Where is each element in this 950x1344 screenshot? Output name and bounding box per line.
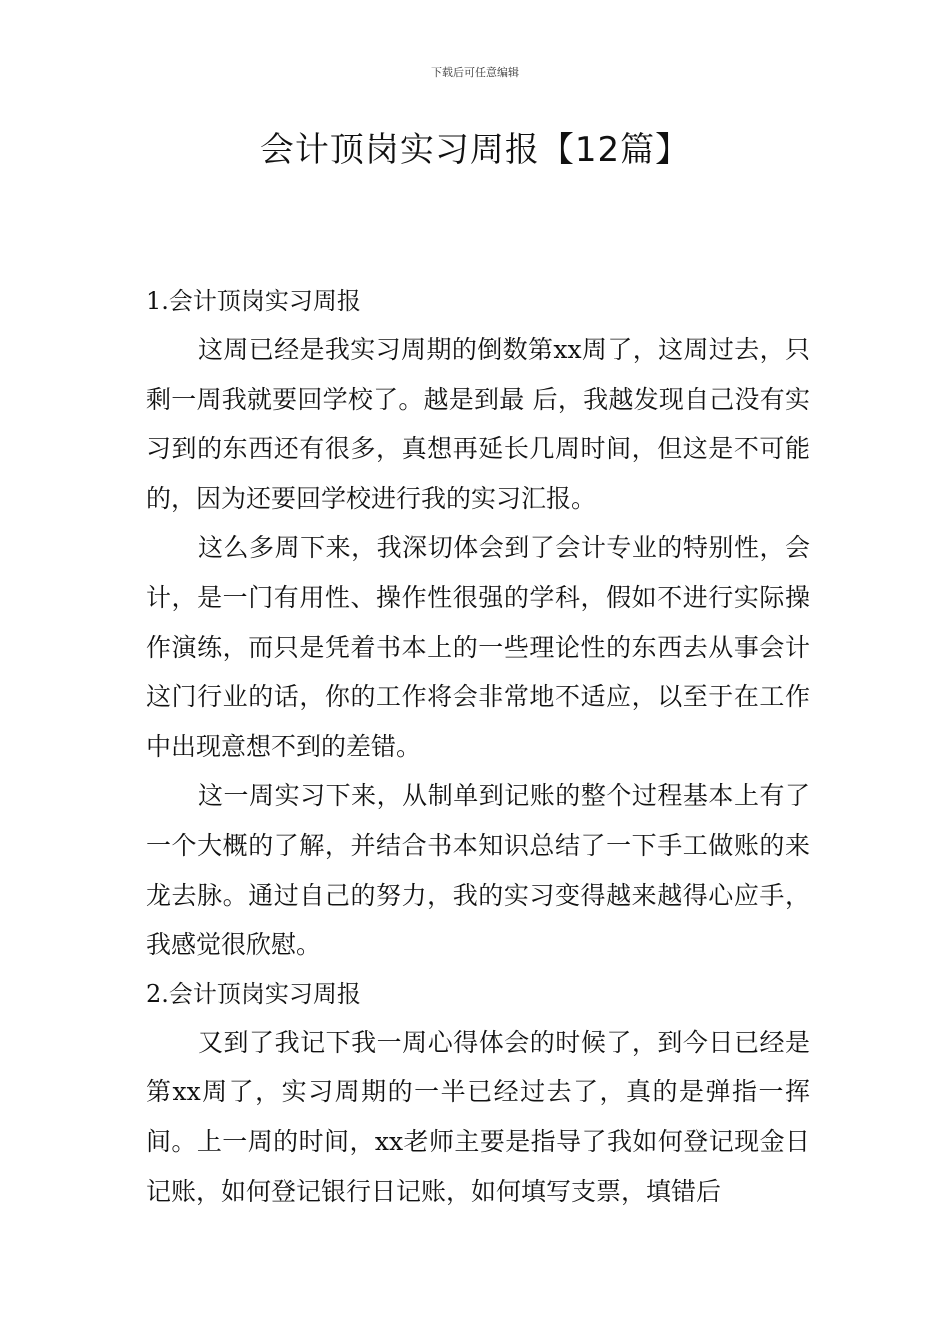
paragraph-1-2: 这么多周下来，我深切体会到了会计专业的特别性，会计，是一门有用性、操作性很强的学科，假如不进行实际操作演练，而只是凭着书本上的一些理论性的东西去从事会计这门行业的话，你的工作将会非常地不适应，以至于在工作中出现意想不到的差错。: [146, 533, 810, 761]
paragraph-1-3: 这一周实习下来，从制单到记账的整个过程基本上有了一个大概的了解，并结合书本知识总结了一下手工做账的来龙去脉。通过自己的努力，我的实习变得越来越得心应手，我感觉很欣慰。: [146, 781, 810, 960]
document-body: [146, 277, 810, 1216]
section-heading-2: 2.会计顶岗实习周报: [146, 979, 361, 1008]
document-title: 会计顶岗实习周报【12篇】: [259, 130, 691, 170]
paragraph-1-1: 这周已经是我实习周期的倒数第xx周了，这周过去，只剩一周我就要回学校了。越是到最 后，我越发现自己没有实习到的东西还有很多，真想再延长几周时间，但这是不可能的，因为还要回学校进行我的实习汇报。: [146, 335, 810, 513]
header-note: 下载后可任意编辑: [431, 66, 519, 79]
paragraph-2-1: 又到了我记下我一周心得体会的时候了，到今日已经是第xx周了，实习周期的一半已经过去了，真的是弹指一挥间。上一周的时间，xx老师主要是指导了我如何登记现金日记账，如何登记银行日记账，如何填写支票，填错后: [146, 1027, 810, 1206]
section-heading-1: 1.会计顶岗实习周报: [146, 287, 361, 315]
